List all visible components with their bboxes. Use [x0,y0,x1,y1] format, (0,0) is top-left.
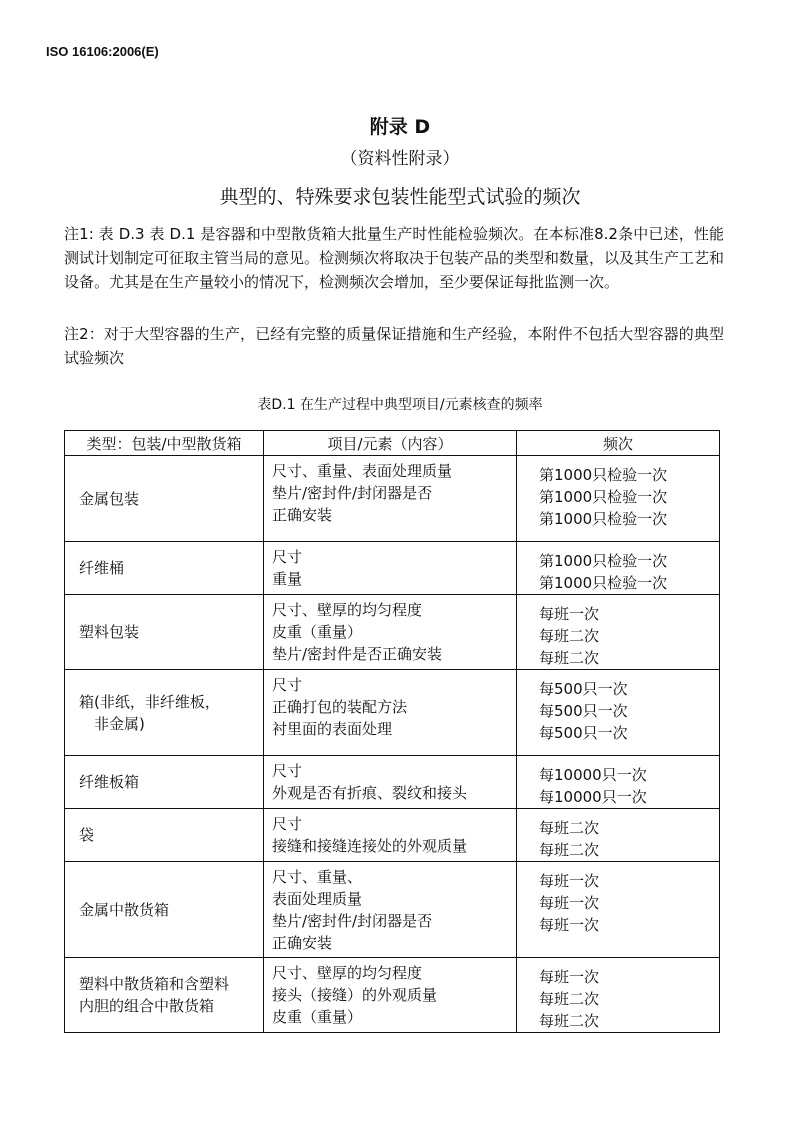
type-cell [65,456,264,542]
frequency-cell-line: 每班二次 [539,841,600,859]
type-cell-line: 金属中散货箱 [79,900,170,919]
frequency-cell-line: 第1000只检验一次 [539,552,668,570]
frequency-cell [517,862,720,958]
type-cell-line: 非金属) [79,714,145,733]
header-frequency: 频次 [517,431,720,456]
items-cell-line: 垫片/密封件/封闭器是否 [272,912,433,930]
note-1: 注1: 表 D.3 表 D.1 是容器和中型散货箱大批量生产时性能检验频次。在本标准8.2条中已述，性能测试计划制定可征取主管当局的意见。检测频次将取决于包装产品的类型和数量，以及其生产工艺和设备。尤其是在生产量较小的情况下，检测频次会增加，至少要保证每批监测一次。 [64,225,725,291]
table-body [65,456,720,1033]
items-cell-line: 尺寸 [272,762,303,780]
type-cell-line: 金属包装 [79,489,140,508]
table-row [65,670,720,756]
frequency-cell-line: 每10000只一次 [539,766,647,784]
items-cell-line: 尺寸 [272,676,303,694]
table-row [65,595,720,670]
type-cell-line: 箱(非纸，非纤维板， [79,692,220,711]
frequency-cell-line: 每班二次 [539,1012,600,1030]
appendix-title: 附录 D [369,116,431,138]
appendix-heading: 典型的、特殊要求包装性能型式试验的频次 [219,186,581,208]
frequency-cell-line: 每班一次 [539,894,600,912]
frequency-cell-line: 第1000只检验一次 [539,510,668,528]
type-cell [65,670,264,756]
items-cell-line: 垫片/密封件/封闭器是否 [272,484,433,502]
items-cell-line: 正确安装 [272,934,333,952]
frequency-cell-line: 每班一次 [539,968,600,986]
type-cell [65,595,264,670]
frequency-table [64,430,720,1033]
type-cell-line: 袋 [79,826,95,844]
frequency-cell-line: 每班二次 [539,649,600,667]
frequency-cell [517,542,720,595]
table-row [65,456,720,542]
items-cell-line: 尺寸 [272,548,303,566]
items-cell-line: 尺寸 [272,815,303,833]
type-cell [65,958,264,1033]
frequency-cell-line: 每班一次 [539,605,600,623]
items-cell [264,670,517,756]
frequency-cell [517,670,720,756]
table-caption: 表D.1 在生产过程中典型项目/元素核查的频率 [257,397,543,413]
frequency-cell-line: 每班二次 [539,990,600,1008]
items-cell-line: 表面处理质量 [272,890,363,908]
items-cell-line: 尺寸、壁厚的均匀程度 [272,964,423,982]
frequency-cell [517,456,720,542]
type-cell-line: 纤维桶 [79,559,125,577]
frequency-cell-line: 第1000只检验一次 [539,488,668,506]
frequency-cell-line: 第1000只检验一次 [539,466,668,484]
type-cell-line: 塑料包装 [79,623,140,641]
frequency-cell-line: 每500只一次 [539,702,628,720]
type-cell [65,862,264,958]
document-code: ISO 16106:2006(E) [46,44,159,59]
items-cell-line: 尺寸、壁厚的均匀程度 [272,601,423,619]
type-cell [65,542,264,595]
table-row [65,756,720,809]
table-row [65,958,720,1033]
items-cell-line: 皮重（重量） [272,623,363,641]
items-cell-line: 垫片/密封件是否正确安装 [272,645,443,663]
type-cell [65,756,264,809]
items-cell-line: 外观是否有折痕、裂纹和接头 [272,784,468,802]
frequency-cell-line: 每班一次 [539,872,600,890]
items-cell [264,456,517,542]
appendix-subtitle: （资料性附录） [340,149,460,169]
items-cell [264,862,517,958]
items-cell [264,756,517,809]
items-cell-line: 接头（接缝）的外观质量 [272,986,438,1004]
table-row [65,809,720,862]
items-cell-line: 接缝和接缝连接处的外观质量 [272,837,468,855]
frequency-cell-line: 每500只一次 [539,680,628,698]
items-cell [264,595,517,670]
type-cell-line: 内胆的组合中散货箱 [79,997,215,1015]
frequency-cell-line: 每班二次 [539,627,600,645]
frequency-cell-line: 每班二次 [539,819,600,837]
items-cell-line: 衬里面的表面处理 [272,720,393,738]
type-cell-line: 塑料中散货箱和含塑料 [79,975,230,993]
frequency-cell [517,595,720,670]
note-2: 注2：对于大型容器的生产，已经有完整的质量保证措施和生产经验，本附件不包括大型容器的典型试验频次 [64,325,724,367]
type-cell-line: 纤维板箱 [79,773,140,791]
frequency-cell [517,809,720,862]
table-header-row [65,431,720,456]
items-cell-line: 尺寸、重量、表面处理质量 [272,462,453,480]
header-type: 类型：包装/中型散货箱 [65,431,264,456]
items-cell [264,542,517,595]
items-cell-line: 正确安装 [272,506,333,524]
items-cell-line: 正确打包的装配方法 [272,698,408,716]
type-cell [65,809,264,862]
items-cell-line: 重量 [272,570,303,588]
table-row [65,542,720,595]
items-cell-line: 尺寸、重量、 [272,868,363,886]
table-row [65,862,720,958]
items-cell [264,809,517,862]
frequency-cell-line: 每班一次 [539,916,600,934]
frequency-cell-line: 每500只一次 [539,724,628,742]
items-cell [264,958,517,1033]
frequency-cell [517,756,720,809]
items-cell-line: 皮重（重量） [272,1008,363,1026]
frequency-cell [517,958,720,1033]
frequency-cell-line: 每10000只一次 [539,788,647,806]
header-items: 项目/元素（内容） [264,431,517,456]
frequency-cell-line: 第1000只检验一次 [539,574,668,592]
